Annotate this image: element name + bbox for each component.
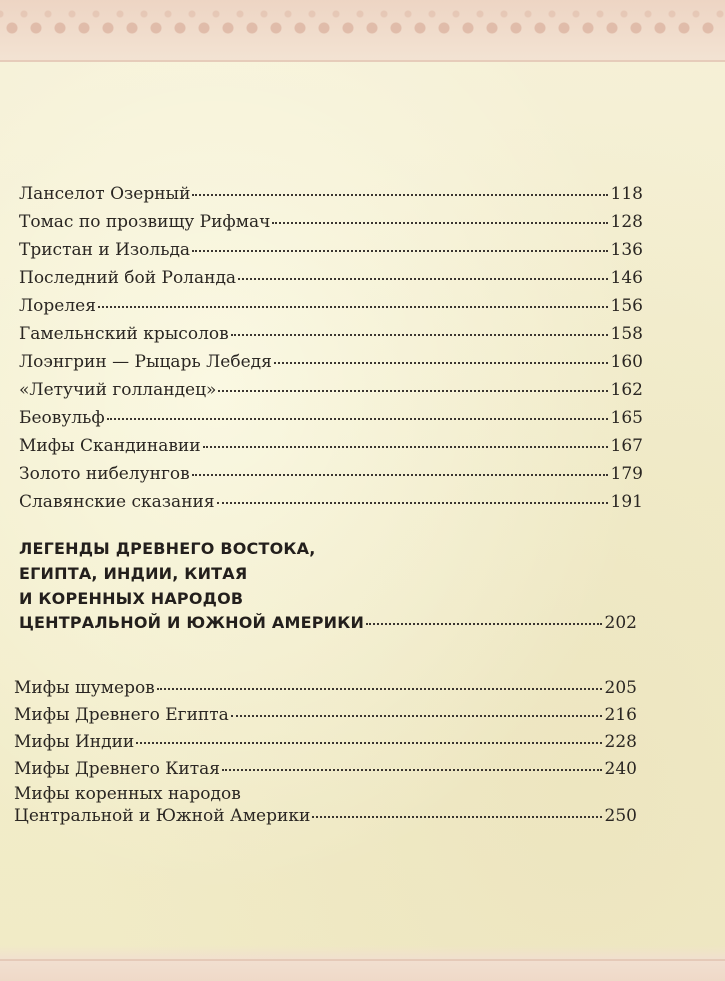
toc-entry-title: Последний бой Роланда — [19, 268, 237, 288]
dot-leader — [218, 390, 607, 392]
dot-leader — [238, 278, 607, 280]
dot-leader — [231, 715, 602, 717]
section-heading-line: ЛЕГЕНДЫ ДРЕВНЕГО ВОСТОКА, — [19, 539, 316, 558]
toc-entry-page: 228 — [604, 732, 637, 752]
toc-entry[interactable] — [14, 759, 637, 779]
toc-entry[interactable] — [14, 732, 637, 752]
toc-entry-title: Мифы Древнего Китая — [14, 759, 221, 779]
toc-entry-page: 216 — [604, 705, 637, 725]
toc-entry[interactable] — [19, 268, 643, 288]
dot-leader — [366, 623, 601, 625]
bottom-ornament-border — [0, 945, 725, 981]
dot-leader — [217, 502, 608, 504]
toc-entry-title-line2: Центральной и Южной Америки — [14, 806, 311, 826]
dot-leader — [107, 418, 608, 420]
dot-leader — [192, 474, 608, 476]
dot-leader — [274, 362, 608, 364]
toc-entry-title: Беовульф — [19, 408, 105, 428]
dot-leader — [136, 742, 601, 744]
toc-entry-title: Лорелея — [19, 296, 96, 316]
section-heading-last-line — [19, 613, 637, 633]
toc-entry[interactable] — [19, 408, 643, 428]
toc-entry-title-line1: Мифы коренных народов — [14, 784, 241, 804]
toc-entry-title: Славянские сказания — [19, 492, 215, 512]
toc-entry-page: 156 — [610, 296, 643, 316]
toc-entry[interactable] — [19, 436, 643, 456]
toc-entry-page: 136 — [610, 240, 643, 260]
dot-leader — [231, 334, 608, 336]
section-heading-line: ЦЕНТРАЛЬНОЙ И ЮЖНОЙ АМЕРИКИ — [19, 613, 365, 632]
toc-entry-title: Тристан и Изольда — [19, 240, 191, 260]
dot-leader — [157, 688, 602, 690]
toc-entry[interactable] — [19, 212, 643, 232]
toc-entry-title: Гамельнский крысолов — [19, 324, 229, 344]
section-heading-line: И КОРЕННЫХ НАРОДОВ — [19, 589, 244, 608]
toc-entry-title: Томас по прозвищу Рифмач — [19, 212, 271, 232]
toc-entry-title: Золото нибелунгов — [19, 464, 190, 484]
toc-entry-title: «Летучий голландец» — [19, 380, 217, 400]
dot-leader — [192, 194, 607, 196]
toc-entry[interactable] — [19, 324, 643, 344]
dot-leader — [98, 306, 608, 308]
dot-leader — [272, 222, 607, 224]
toc-entry-page: 128 — [610, 212, 643, 232]
section-heading-line: ЕГИПТА, ИНДИИ, КИТАЯ — [19, 564, 248, 583]
toc-entry-last-line — [14, 806, 637, 826]
toc-entry-title: Лоэнгрин — Рыцарь Лебедя — [19, 352, 272, 372]
dot-leader — [222, 769, 602, 771]
toc-entry-page: 118 — [610, 184, 643, 204]
toc-entry[interactable] — [19, 492, 643, 512]
toc-entry-title: Ланселот Озерный — [19, 184, 191, 204]
toc-entry[interactable] — [19, 380, 643, 400]
dot-leader — [192, 250, 607, 252]
top-ornament-border — [0, 0, 725, 62]
toc-entry[interactable] — [19, 296, 643, 316]
toc-entry-page: 191 — [610, 492, 643, 512]
toc-entry-page: 162 — [610, 380, 643, 400]
toc-entry[interactable] — [19, 240, 643, 260]
toc-entry-page: 179 — [610, 464, 643, 484]
dot-leader — [312, 816, 601, 818]
toc-entry-title: Мифы Древнего Египта — [14, 705, 229, 725]
toc-entry-page: 146 — [610, 268, 643, 288]
toc-entry[interactable] — [14, 705, 637, 725]
toc-entry[interactable] — [19, 464, 643, 484]
toc-entry-page: 250 — [604, 806, 637, 826]
toc-entry-page: 167 — [610, 436, 643, 456]
toc-entry-page: 205 — [604, 678, 637, 698]
dot-leader — [203, 446, 608, 448]
toc-entry-title: Мифы Индии — [14, 732, 135, 752]
toc-entry-title: Мифы шумеров — [14, 678, 155, 698]
toc-entry-page: 158 — [610, 324, 643, 344]
toc-entry[interactable] — [19, 184, 643, 204]
toc-entry-page: 240 — [604, 759, 637, 779]
toc-entry[interactable] — [14, 678, 637, 698]
toc-entry-page: 165 — [610, 408, 643, 428]
section-heading-page: 202 — [604, 613, 637, 633]
toc-entry-page: 160 — [610, 352, 643, 372]
toc-entry[interactable] — [19, 352, 643, 372]
toc-entry-title: Мифы Скандинавии — [19, 436, 201, 456]
